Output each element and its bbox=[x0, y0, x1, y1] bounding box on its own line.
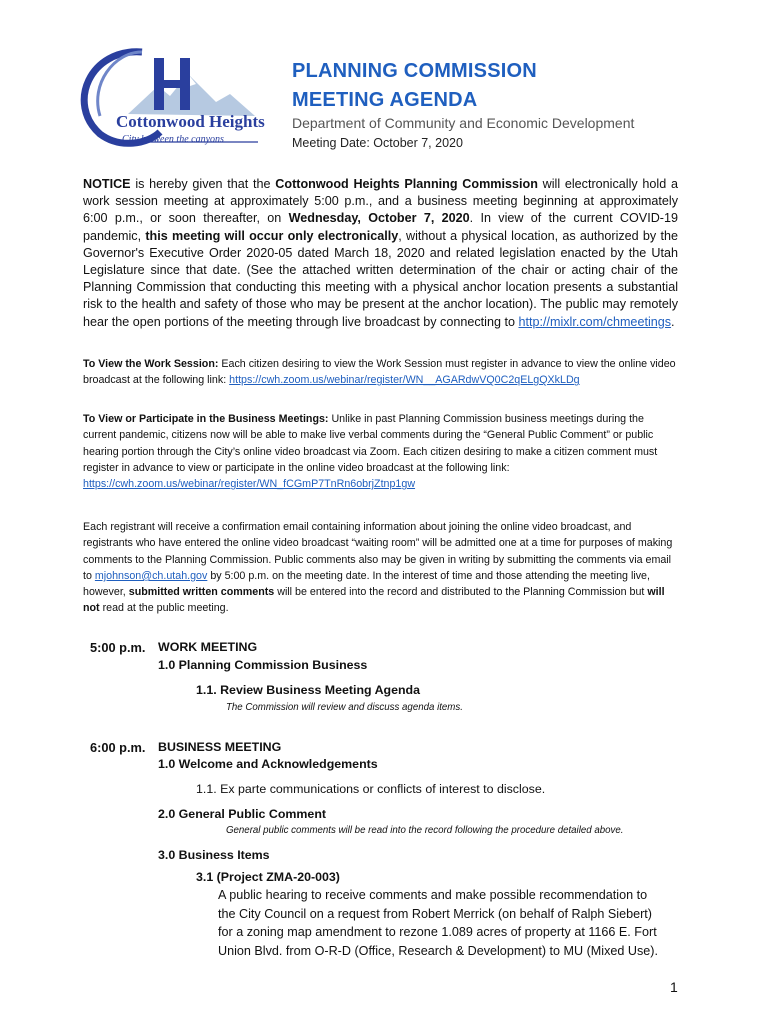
meeting-day: Wednesday, October 7, 2020 bbox=[288, 211, 470, 226]
business-item-3-1-title: 3.1 (Project ZMA-20-003) bbox=[196, 870, 340, 884]
business-item-3-1-description: A public hearing to receive comments and make possible recommendation to the City Council on a request from Robert Merrick (on behalf of Ralph Siebert) for a zoning map amendment to rezone 1.089 acres of property at 1166 E. Fort Union Blvd. from O-R-D (Office, Research & Development) to MU (Mixed Use). bbox=[218, 888, 658, 958]
notice-paragraph bbox=[83, 176, 678, 331]
registrant-text: will be entered into the record and distributed to the Planning Commission but bbox=[274, 586, 648, 599]
public-comment-note: General public comments will be read into the record following the procedure detailed above. bbox=[226, 825, 624, 836]
written-comments-bold: submitted written comments bbox=[128, 586, 275, 599]
business-zoom-link[interactable]: https://cwh.zoom.us/webinar/register/WN_fCGmP7TnRn6obrjZtnp1gw bbox=[83, 478, 416, 491]
mixlr-link[interactable]: http://mixlr.com/chmeetings bbox=[518, 314, 672, 329]
business-meeting-title: BUSINESS MEETING bbox=[158, 740, 282, 754]
work-meeting-title: WORK MEETING bbox=[158, 640, 258, 654]
notice-text: . bbox=[671, 314, 675, 329]
work-item-note: The Commission will review and discuss agenda items. bbox=[226, 702, 463, 713]
email-link[interactable]: mjohnson@ch.utah.gov bbox=[94, 569, 208, 582]
work-session-zoom-link[interactable]: https://cwh.zoom.us/webinar/register/WN__AGARdwVQ0C2qELgQXkLDg bbox=[229, 374, 580, 387]
work-session-text: Each citizen desiring to view the Work Session must register in advance to view the online video broadcast at the following link: bbox=[83, 358, 676, 387]
business-item-1-1: 1.1. Ex parte communications or conflicts of interest to disclose. bbox=[196, 782, 546, 796]
department-name: Department of Community and Economic Development bbox=[292, 115, 635, 131]
business-section-2: 2.0 General Public Comment bbox=[158, 807, 327, 821]
business-meeting-time: 6:00 p.m. bbox=[90, 740, 146, 755]
notice-text: . In view of the current COVID-19 pandemic, bbox=[83, 211, 678, 243]
registrant-paragraph bbox=[83, 519, 678, 617]
page-number: 1 bbox=[670, 979, 678, 995]
work-session-label: To View the Work Session: bbox=[83, 358, 219, 370]
registrant-text: by 5:00 p.m. on the meeting date. In the interest of time and those attending the meeting live, however, bbox=[83, 569, 650, 599]
work-meeting-time: 5:00 p.m. bbox=[90, 640, 146, 655]
registrant-text: Each registrant will receive a confirmation email containing information about joining the online video broadcast, and registrants who have entered the online video broadcast “waiting room” will be admitted one at a time for purposes of making comments to the Planning Commission. Public comments also may be given in writing by submitting the comments via email to bbox=[83, 521, 673, 582]
work-session-paragraph bbox=[83, 356, 678, 389]
will-not-bold: will not bbox=[83, 586, 665, 615]
registrant-text: read at the public meeting. bbox=[99, 602, 229, 615]
logo-tagline: City between the canyons bbox=[122, 134, 224, 145]
electronic-notice: this meeting will occur only electronically bbox=[145, 228, 399, 243]
city-logo bbox=[70, 44, 270, 156]
business-section-3: 3.0 Business Items bbox=[158, 848, 270, 862]
notice-text: will electronically hold a work session meeting at approximately 5:00 p.m., and a business meeting beginning at approximately 6:00 p.m., or soon thereafter, on bbox=[83, 177, 678, 226]
agenda-title-line1: PLANNING COMMISSION bbox=[292, 60, 537, 82]
meeting-date: Meeting Date: October 7, 2020 bbox=[292, 136, 463, 150]
agenda-title-line2: MEETING AGENDA bbox=[292, 89, 478, 111]
business-view-text: Unlike in past Planning Commission business meetings during the current pandemic, citizens now will be able to make live verbal comments during the “General Public Comment” or public hearing portion through the City’s online video broadcast via Zoom. Each citizen desiring to make a citizen comment must register in advance to view or participate in the online video broadcast at the following link: bbox=[83, 413, 658, 474]
business-meeting-paragraph bbox=[83, 411, 678, 492]
business-section-1: 1.0 Welcome and Acknowledgements bbox=[158, 757, 378, 771]
business-view-label: To View or Participate in the Business Meetings: bbox=[83, 413, 329, 425]
notice-label: NOTICE bbox=[83, 177, 131, 191]
notice-text: , without a physical location, as authorized by the Governor's Executive Order 2020-05 dated March 18, 2020 and related legislation enacted by the Utah Legislature since that date. (See the attached written determination of the chair or acting chair of the Planning Commission that conducting this meeting with a physical anchor location presents a substantial risk to the health and safety of those who may be present at the anchor location). The public may remotely hear the open portions of the meeting through live broadcast by connecting to bbox=[83, 228, 678, 329]
work-item-1-1: 1.1. Review Business Meeting Agenda bbox=[196, 683, 421, 697]
notice-text: is hereby given that the bbox=[130, 177, 276, 191]
commission-name: Cottonwood Heights Planning Commission bbox=[275, 177, 538, 191]
logo-wordmark: Cottonwood Heights bbox=[116, 112, 265, 131]
work-section-1: 1.0 Planning Commission Business bbox=[158, 658, 368, 672]
